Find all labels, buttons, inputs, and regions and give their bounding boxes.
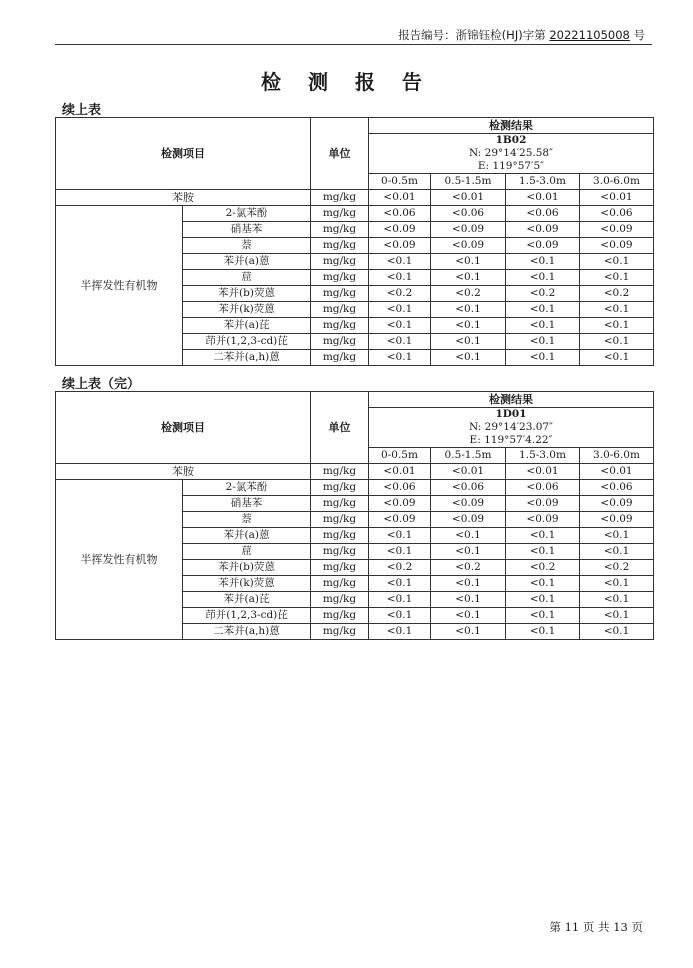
row-value: <0.01 xyxy=(506,464,580,480)
row-value: <0.1 xyxy=(580,576,654,592)
row-value: <0.01 xyxy=(580,464,654,480)
unit-header: 单位 xyxy=(311,392,369,464)
row-value: <0.1 xyxy=(431,624,506,640)
row-value: <0.06 xyxy=(506,480,580,496)
table-row xyxy=(56,464,654,480)
row-value: <0.01 xyxy=(431,190,506,206)
row-value: <0.06 xyxy=(369,206,431,222)
row-unit: mg/kg xyxy=(311,592,369,608)
row-value: <0.1 xyxy=(580,608,654,624)
report-number-prefix: 报告编号：浙锦钰检(HJ)字第 xyxy=(398,28,546,42)
depth-header: 1.5-3.0m xyxy=(506,448,580,464)
row-unit: mg/kg xyxy=(311,238,369,254)
row-value: <0.1 xyxy=(580,270,654,286)
site-latitude: N: 29°14′23.07″ xyxy=(468,421,554,433)
row-item: 茚并(1,2,3-cd)芘 xyxy=(183,334,311,350)
row-item: 苯胺 xyxy=(56,190,311,206)
row-item: 苯并(k)荧蒽 xyxy=(183,576,311,592)
row-value: <0.09 xyxy=(506,496,580,512)
row-value: <0.09 xyxy=(506,222,580,238)
row-value: <0.1 xyxy=(506,592,580,608)
site-block xyxy=(369,134,653,173)
row-item: 苯并(b)荧蒽 xyxy=(183,286,311,302)
row-unit: mg/kg xyxy=(311,480,369,496)
page-title: 检 测 报 告 xyxy=(261,70,432,94)
row-value: <0.1 xyxy=(369,576,431,592)
depth-header: 3.0-6.0m xyxy=(580,174,654,190)
row-item: 萘 xyxy=(183,238,311,254)
site-id: 1B02 xyxy=(495,134,527,146)
header-row xyxy=(56,392,654,408)
row-value: <0.09 xyxy=(506,238,580,254)
section-title-1: 续上表 xyxy=(62,103,102,118)
row-unit: mg/kg xyxy=(311,576,369,592)
row-value: <0.09 xyxy=(580,222,654,238)
row-item: 硝基苯 xyxy=(183,222,311,238)
row-value: <0.2 xyxy=(580,560,654,576)
site-id: 1D01 xyxy=(495,408,527,420)
row-value: <0.1 xyxy=(580,350,654,366)
item-header: 检测项目 xyxy=(56,118,311,190)
row-unit: mg/kg xyxy=(311,318,369,334)
row-value: <0.09 xyxy=(580,238,654,254)
row-value: <0.01 xyxy=(369,464,431,480)
row-item: 苯并(a)蒽 xyxy=(183,528,311,544)
row-value: <0.1 xyxy=(431,528,506,544)
row-item: 二苯并(a,h)蒽 xyxy=(183,624,311,640)
row-value: <0.1 xyxy=(580,624,654,640)
row-value: <0.2 xyxy=(369,286,431,302)
row-unit: mg/kg xyxy=(311,302,369,318)
row-value: <0.06 xyxy=(431,206,506,222)
row-value: <0.2 xyxy=(431,286,506,302)
depth-header: 0-0.5m xyxy=(369,174,431,190)
row-unit: mg/kg xyxy=(311,286,369,302)
row-value: <0.1 xyxy=(369,318,431,334)
row-value: <0.1 xyxy=(580,592,654,608)
row-unit: mg/kg xyxy=(311,544,369,560)
row-value: <0.1 xyxy=(431,350,506,366)
row-value: <0.2 xyxy=(580,286,654,302)
row-value: <0.1 xyxy=(506,334,580,350)
item-header: 检测项目 xyxy=(56,392,311,464)
row-item: 苯并(b)荧蒽 xyxy=(183,560,311,576)
site-longitude: E: 119°57′5″ xyxy=(477,160,545,172)
row-unit: mg/kg xyxy=(311,254,369,270)
row-value: <0.1 xyxy=(369,624,431,640)
row-value: <0.1 xyxy=(431,576,506,592)
row-unit: mg/kg xyxy=(311,624,369,640)
row-value: <0.1 xyxy=(506,350,580,366)
row-unit: mg/kg xyxy=(311,608,369,624)
row-value: <0.2 xyxy=(506,560,580,576)
row-value: <0.09 xyxy=(431,496,506,512)
site-info xyxy=(369,408,654,448)
row-value: <0.1 xyxy=(369,350,431,366)
row-value: <0.1 xyxy=(580,254,654,270)
unit-header: 单位 xyxy=(311,118,369,190)
row-value: <0.1 xyxy=(431,254,506,270)
row-item: 苯并(a)蒽 xyxy=(183,254,311,270)
row-unit: mg/kg xyxy=(311,496,369,512)
row-value: <0.1 xyxy=(431,318,506,334)
row-value: <0.09 xyxy=(506,512,580,528)
row-unit: mg/kg xyxy=(311,512,369,528)
result-header: 检测结果 xyxy=(369,118,654,134)
row-value: <0.1 xyxy=(369,270,431,286)
row-unit: mg/kg xyxy=(311,222,369,238)
row-value: <0.1 xyxy=(506,608,580,624)
row-value: <0.09 xyxy=(580,512,654,528)
page-number: 第 11 页 共 13 页 xyxy=(549,920,643,934)
row-value: <0.06 xyxy=(431,480,506,496)
depth-header: 3.0-6.0m xyxy=(580,448,654,464)
row-value: <0.1 xyxy=(506,254,580,270)
results-table-1 xyxy=(55,117,654,366)
row-unit: mg/kg xyxy=(311,528,369,544)
row-value: <0.09 xyxy=(369,238,431,254)
row-value: <0.1 xyxy=(580,528,654,544)
header-row xyxy=(56,118,654,134)
row-value: <0.1 xyxy=(369,302,431,318)
row-item: 萘 xyxy=(183,512,311,528)
report-number-suffix: 号 xyxy=(633,28,645,42)
row-item: 二苯并(a,h)蒽 xyxy=(183,350,311,366)
row-value: <0.1 xyxy=(580,302,654,318)
row-value: <0.2 xyxy=(506,286,580,302)
row-value: <0.1 xyxy=(506,576,580,592)
row-value: <0.06 xyxy=(369,480,431,496)
row-value: <0.01 xyxy=(580,190,654,206)
row-item: 茚并(1,2,3-cd)芘 xyxy=(183,608,311,624)
site-longitude: E: 119°57′4.22″ xyxy=(469,434,553,446)
site-info xyxy=(369,134,654,174)
row-item: 2-氯苯酚 xyxy=(183,480,311,496)
row-value: <0.1 xyxy=(369,528,431,544)
row-value: <0.1 xyxy=(580,544,654,560)
row-value: <0.1 xyxy=(506,318,580,334)
row-value: <0.1 xyxy=(431,544,506,560)
row-value: <0.1 xyxy=(431,334,506,350)
category-cell: 半挥发性有机物 xyxy=(56,480,183,640)
depth-header: 0-0.5m xyxy=(369,448,431,464)
row-value: <0.1 xyxy=(506,624,580,640)
row-value: <0.1 xyxy=(506,302,580,318)
table-row xyxy=(56,206,654,222)
row-unit: mg/kg xyxy=(311,334,369,350)
row-value: <0.1 xyxy=(431,302,506,318)
row-item: 䓛 xyxy=(183,270,311,286)
row-unit: mg/kg xyxy=(311,270,369,286)
site-block xyxy=(369,408,653,447)
row-value: <0.09 xyxy=(431,222,506,238)
row-item: 䓛 xyxy=(183,544,311,560)
row-value: <0.06 xyxy=(580,480,654,496)
depth-header: 1.5-3.0m xyxy=(506,174,580,190)
row-value: <0.1 xyxy=(506,544,580,560)
result-header: 检测结果 xyxy=(369,392,654,408)
row-value: <0.09 xyxy=(431,512,506,528)
row-value: <0.1 xyxy=(369,544,431,560)
row-value: <0.01 xyxy=(431,464,506,480)
row-value: <0.06 xyxy=(506,206,580,222)
row-value: <0.1 xyxy=(431,592,506,608)
row-item: 苯并(a)芘 xyxy=(183,592,311,608)
header-divider xyxy=(55,44,652,45)
row-unit: mg/kg xyxy=(311,464,369,480)
row-value: <0.06 xyxy=(580,206,654,222)
category-cell: 半挥发性有机物 xyxy=(56,206,183,366)
results-table-2 xyxy=(55,391,654,640)
row-item: 苯并(k)荧蒽 xyxy=(183,302,311,318)
row-unit: mg/kg xyxy=(311,190,369,206)
row-value: <0.1 xyxy=(431,270,506,286)
site-latitude: N: 29°14′25.58″ xyxy=(468,147,554,159)
row-item: 苯并(a)芘 xyxy=(183,318,311,334)
row-unit: mg/kg xyxy=(311,206,369,222)
row-value: <0.1 xyxy=(369,592,431,608)
row-item: 苯胺 xyxy=(56,464,311,480)
row-value: <0.2 xyxy=(431,560,506,576)
section-title-2: 续上表（完） xyxy=(62,377,141,392)
report-number xyxy=(398,27,645,43)
row-value: <0.09 xyxy=(369,496,431,512)
row-unit: mg/kg xyxy=(311,350,369,366)
row-value: <0.09 xyxy=(580,496,654,512)
depth-header: 0.5-1.5m xyxy=(431,174,506,190)
row-value: <0.01 xyxy=(506,190,580,206)
row-value: <0.2 xyxy=(369,560,431,576)
row-item: 硝基苯 xyxy=(183,496,311,512)
row-value: <0.09 xyxy=(369,512,431,528)
row-value: <0.1 xyxy=(431,608,506,624)
row-value: <0.09 xyxy=(431,238,506,254)
row-value: <0.01 xyxy=(369,190,431,206)
table-row xyxy=(56,480,654,496)
row-value: <0.1 xyxy=(369,334,431,350)
row-item: 2-氯苯酚 xyxy=(183,206,311,222)
row-value: <0.09 xyxy=(369,222,431,238)
table-row xyxy=(56,190,654,206)
row-value: <0.1 xyxy=(580,334,654,350)
row-value: <0.1 xyxy=(369,254,431,270)
row-unit: mg/kg xyxy=(311,560,369,576)
row-value: <0.1 xyxy=(369,608,431,624)
row-value: <0.1 xyxy=(580,318,654,334)
report-number-value: 20221105008 xyxy=(549,28,630,42)
row-value: <0.1 xyxy=(506,528,580,544)
depth-header: 0.5-1.5m xyxy=(431,448,506,464)
row-value: <0.1 xyxy=(506,270,580,286)
